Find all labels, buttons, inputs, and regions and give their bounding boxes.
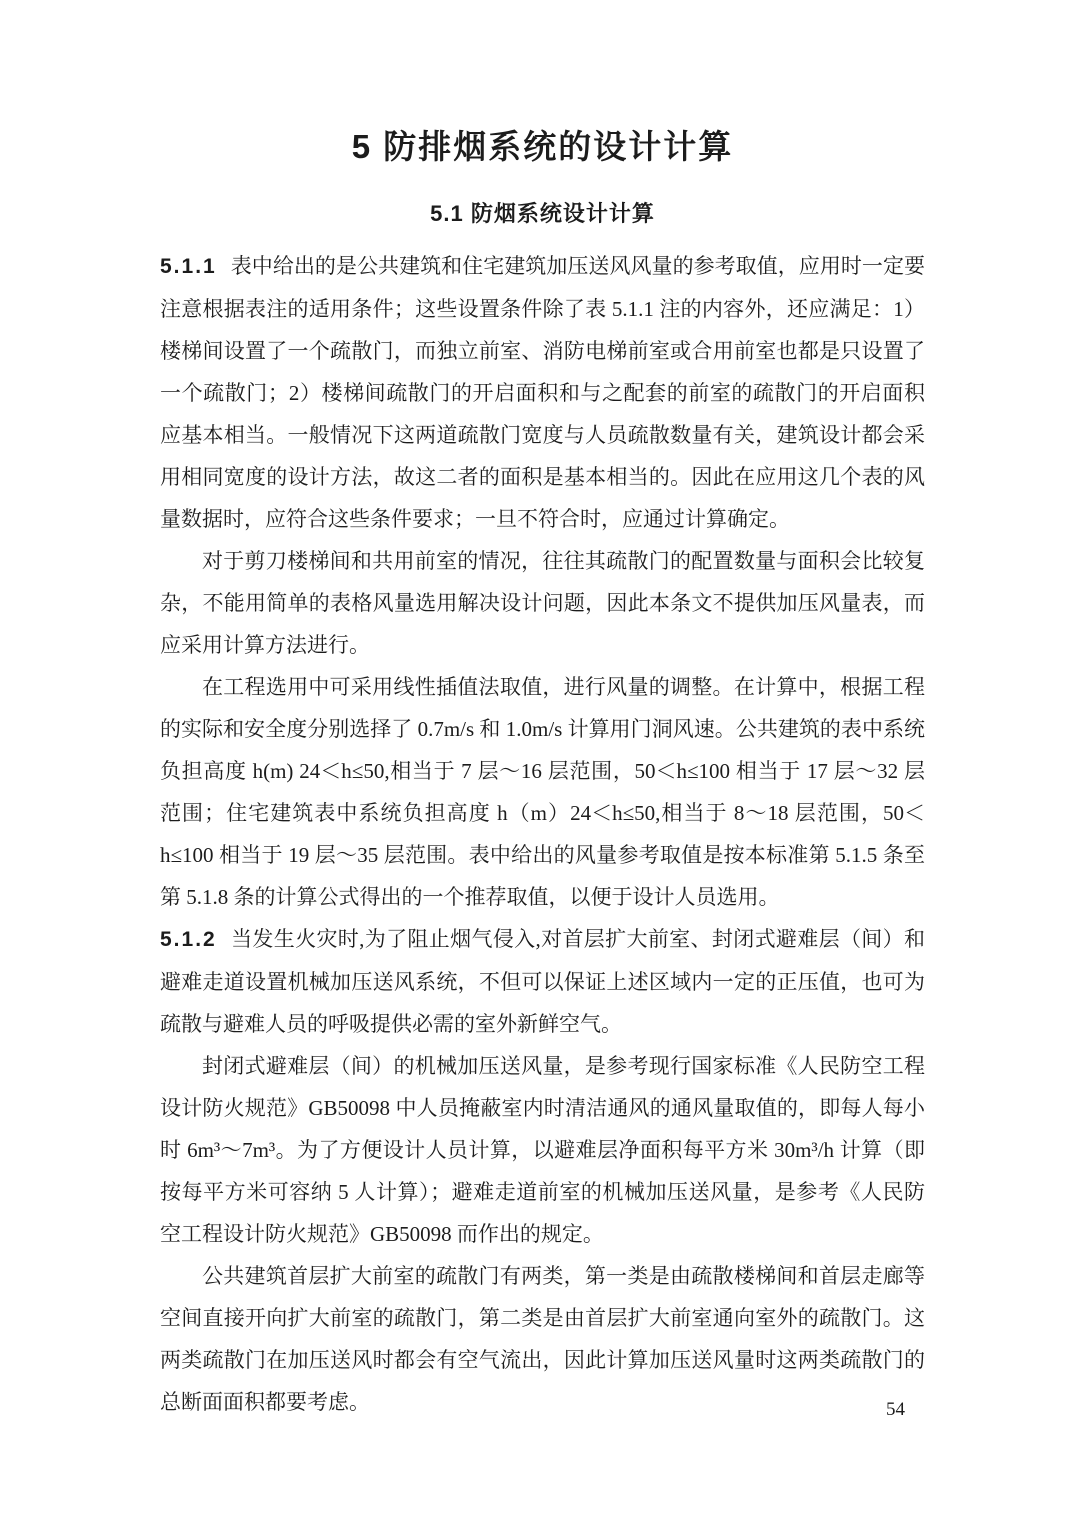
clause-number-5-1-1: 5.1.1 bbox=[160, 255, 217, 278]
body-text bbox=[160, 245, 925, 1423]
clause-5-1-1-paragraph bbox=[160, 245, 925, 540]
clause-5-1-2-paragraph bbox=[160, 918, 925, 1045]
paragraph-scissor-stair-case: 对于剪刀楼梯间和共用前室的情况，往往其疏散门的配置数量与面积会比较复杂，不能用简单的表格风量选用解决设计问题，因此本条文不提供加压风量表，而应采用计算方法进行。 bbox=[160, 549, 925, 657]
clause-5-1-1-text: 表中给出的是公共建筑和住宅建筑加压送风风量的参考取值，应用时一定要注意根据表注的适用条件；这些设置条件除了表 5.1.1 注的内容外，还应满足：1）楼梯间设置了一个疏散门，而独立前室、消防电梯前室或合用前室也都是只设置了一个疏散门；2）楼梯间疏散门的开启面积和与之配套的前室的疏散门的开启面积应基本相当。一般情况下这两道疏散门宽度与人员疏散数量有关，建筑设计都会采用相同宽度的设计方法，故这二者的面积是基本相当的。因此在应用这几个表的风量数据时，应符合这些条件要求；一旦不符合时，应通过计算确定。 bbox=[160, 254, 925, 531]
paragraph-refuge-floor-airflow: 封闭式避难层（间）的机械加压送风量，是参考现行国家标准《人民防空工程设计防火规范》GB50098 中人员掩蔽室内时清洁通风的通风量取值的，即每人每小时 6m³～7m³。为了方便设计人员计算，以避难层净面积每平方米 30m³/h 计算（即按每平方米可容纳 5 人计算）；避难走道前室的机械加压送风量，是参考《人民防空工程设计防火规范》GB50098 而作出的规定。 bbox=[160, 1054, 925, 1246]
page-number: 54 bbox=[886, 1399, 905, 1420]
section-title: 5.1 防烟系统设计计算 bbox=[430, 201, 655, 226]
chapter-title: 5 防排烟系统的设计计算 bbox=[351, 128, 734, 165]
clause-5-1-2-text: 当发生火灾时,为了阻止烟气侵入,对首层扩大前室、封闭式避难层（间）和避难走道设置机械加压送风系统，不但可以保证上述区域内一定的正压值，也可为疏散与避难人员的呼吸提供必需的室外新鲜空气。 bbox=[160, 927, 925, 1036]
paragraph-ground-floor-lobby-doors: 公共建筑首层扩大前室的疏散门有两类，第一类是由疏散楼梯间和首层走廊等空间直接开向扩大前室的疏散门，第二类是由首层扩大前室通向室外的疏散门。这两类疏散门在加压送风时都会有空气流出，因此计算加压送风量时这两类疏散门的总断面面积都要考虑。 bbox=[160, 1264, 925, 1414]
clause-number-5-1-2: 5.1.2 bbox=[160, 928, 217, 951]
paragraph-interpolation-method: 在工程选用中可采用线性插值法取值，进行风量的调整。在计算中，根据工程的实际和安全度分别选择了 0.7m/s 和 1.0m/s 计算用门洞风速。公共建筑的表中系统负担高度 h(m) 24＜h≤50,相当于 7 层～16 层范围，50＜h≤100 相当于 17 层～32 层范围；住宅建筑表中系统负担高度 h（m）24＜h≤50,相当于 8～18 层范围，50＜h≤100 相当于 19 层～35 层范围。表中给出的风量参考取值是按本标准第 5.1.5 条至第 5.1.8 条的计算公式得出的一个推荐取值，以便于设计人员选用。 bbox=[160, 675, 925, 909]
